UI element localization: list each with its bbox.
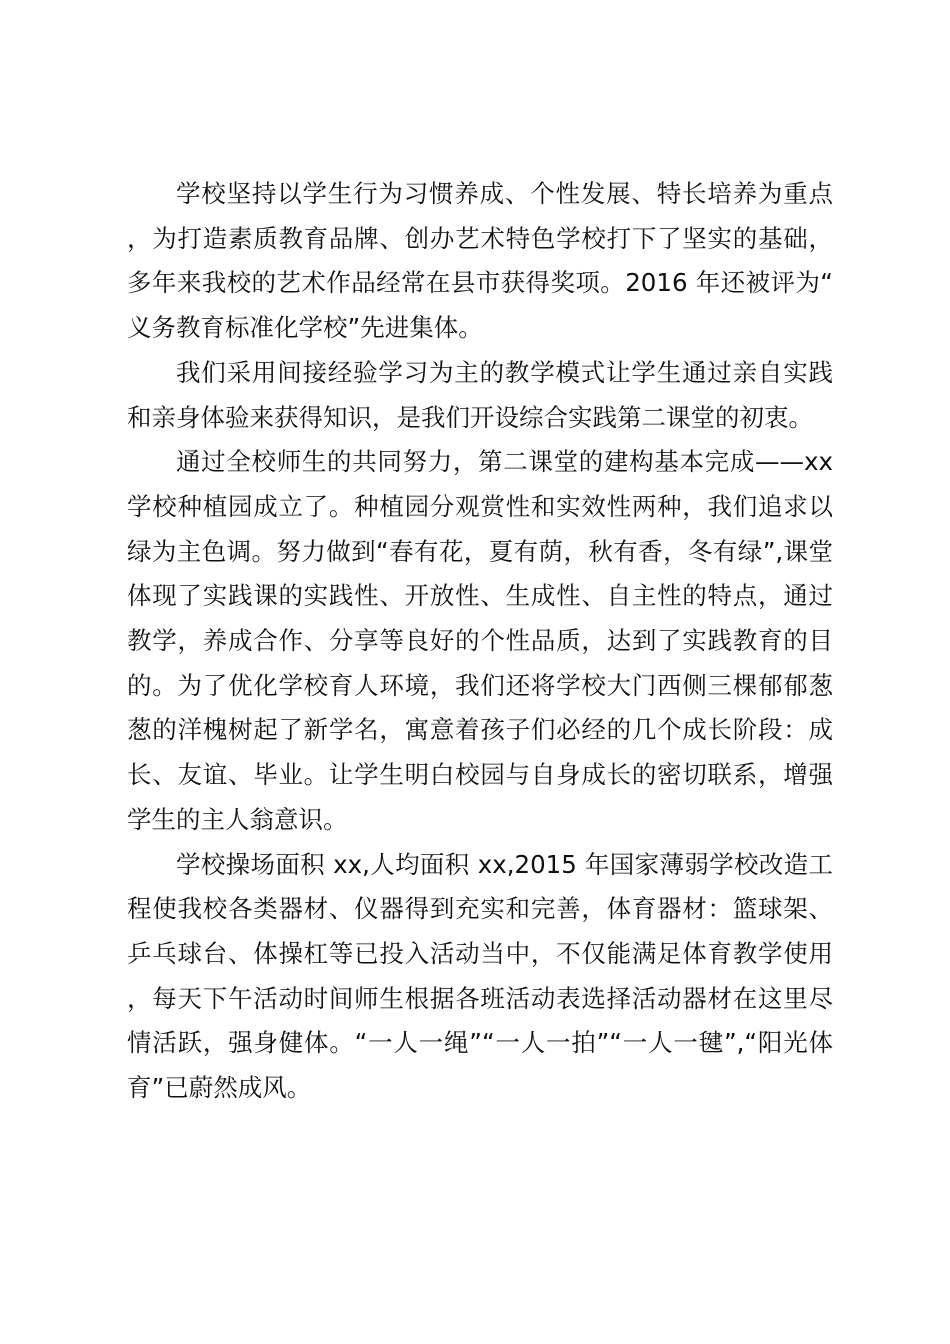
paragraph-art-education: 学校坚持以学生行为习惯养成、个性发展、特长培养为重点，为打造素质教育品牌、创办艺术特色学校打下了坚实的基础，多年来我校的艺术作品经常在县市获得奖项。2016 年还被评为“义务教育标准化学校”先进集体。 bbox=[127, 179, 833, 343]
paragraph-sports-facilities: 学校操场面积 xx,人均面积 xx,2015 年国家薄弱学校改造工程使我校各类器材、仪器得到充实和完善，体育器材：篮球架、乒乓球台、体操杠等已投入活动当中，不仅能满足体育教学使用，每天下午活动时间师生根据各班活动表选择活动器材在这里尽情活跃，强身健体。“一人一绳”“一人一拍”“一人一毽”,“阳光体育”已蔚然成风。 bbox=[127, 849, 833, 1103]
paragraph-planting-garden: 通过全校师生的共同努力，第二课堂的建构基本完成——xx 学校种植园成立了。种植园分观赏性和实效性两种，我们追求以绿为主色调。努力做到“春有花，夏有荫，秋有香，冬有绿”,课堂体现了实践课的实践性、开放性、生成性、自主性的特点，通过教学，养成合作、分享等良好的个性品质，达到了实践教育的目的。为了优化学校育人环境，我们还将学校大门西侧三棵郁郁葱葱的洋槐树起了新学名，寓意着孩子们必经的几个成长阶段：成长、友谊、毕业。让学生明白校园与自身成长的密切联系，增强学生的主人翁意识。 bbox=[127, 447, 833, 834]
document-body bbox=[127, 172, 833, 1111]
paragraph-teaching-model: 我们采用间接经验学习为主的教学模式让学生通过亲自实践和亲身体验来获得知识，是我们开设综合实践第二课堂的初衷。 bbox=[127, 357, 833, 432]
